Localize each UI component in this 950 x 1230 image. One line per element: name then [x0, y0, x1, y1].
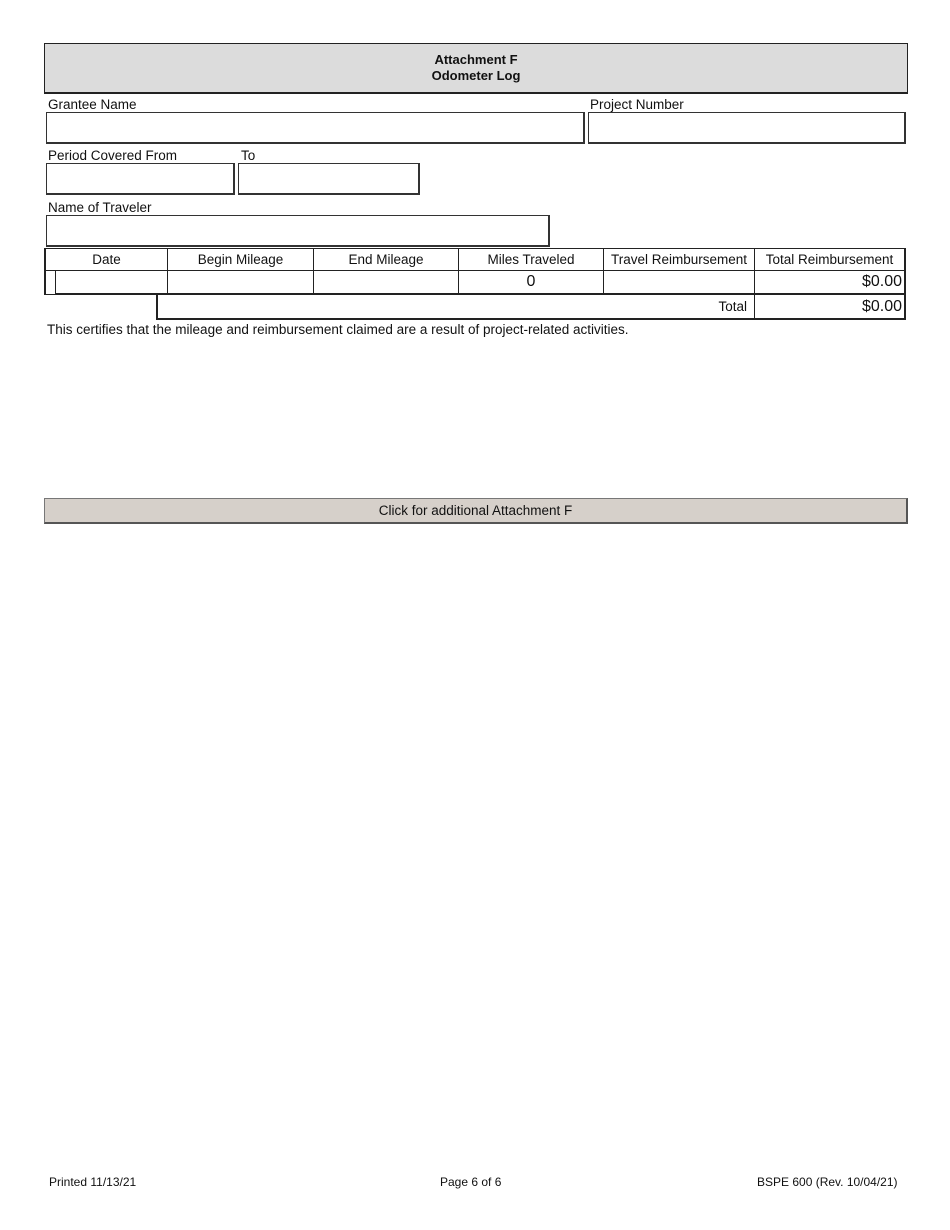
date-cell[interactable] [55, 270, 168, 295]
period-to-input[interactable] [238, 163, 420, 195]
certification-text: This certifies that the mileage and reimbursement claimed are a result of project-related activities. [47, 322, 629, 337]
col-header-begin-mileage: Begin Mileage [167, 248, 314, 271]
form-id: BSPE 600 (Rev. 10/04/21) [757, 1175, 898, 1189]
period-from-input[interactable] [46, 163, 235, 195]
form-title: Attachment F [434, 52, 518, 67]
printed-date: Printed 11/13/21 [49, 1175, 137, 1189]
col-header-miles-traveled: Miles Traveled [458, 248, 604, 271]
period-from-label: Period Covered From [48, 148, 178, 163]
traveler-name-label: Name of Traveler [48, 200, 152, 215]
period-to-label: To [241, 148, 256, 163]
col-header-total-reimbursement: Total Reimbursement [754, 248, 906, 271]
total-value: $0.00 [754, 294, 906, 320]
traveler-name-input[interactable] [46, 215, 550, 247]
miles-traveled-cell: 0 [458, 270, 604, 295]
page-number: Page 6 of 6 [440, 1175, 502, 1189]
travel-reimbursement-cell[interactable] [603, 270, 755, 295]
col-header-end-mileage: End Mileage [313, 248, 459, 271]
col-header-travel-reimbursement: Travel Reimbursement [603, 248, 755, 271]
col-header-date: Date [44, 248, 168, 271]
end-mileage-cell[interactable] [313, 270, 459, 295]
grantee-name-input[interactable] [46, 112, 585, 144]
project-number-label: Project Number [590, 97, 684, 112]
total-label: Total [156, 294, 755, 320]
form-subtitle: Odometer Log [431, 68, 521, 83]
total-reimbursement-cell: $0.00 [754, 270, 906, 295]
form-header [44, 43, 908, 94]
grantee-name-label: Grantee Name [48, 97, 137, 112]
project-number-input[interactable] [588, 112, 906, 144]
add-attachment-button[interactable]: Click for additional Attachment F [44, 498, 908, 524]
begin-mileage-cell[interactable] [167, 270, 314, 295]
